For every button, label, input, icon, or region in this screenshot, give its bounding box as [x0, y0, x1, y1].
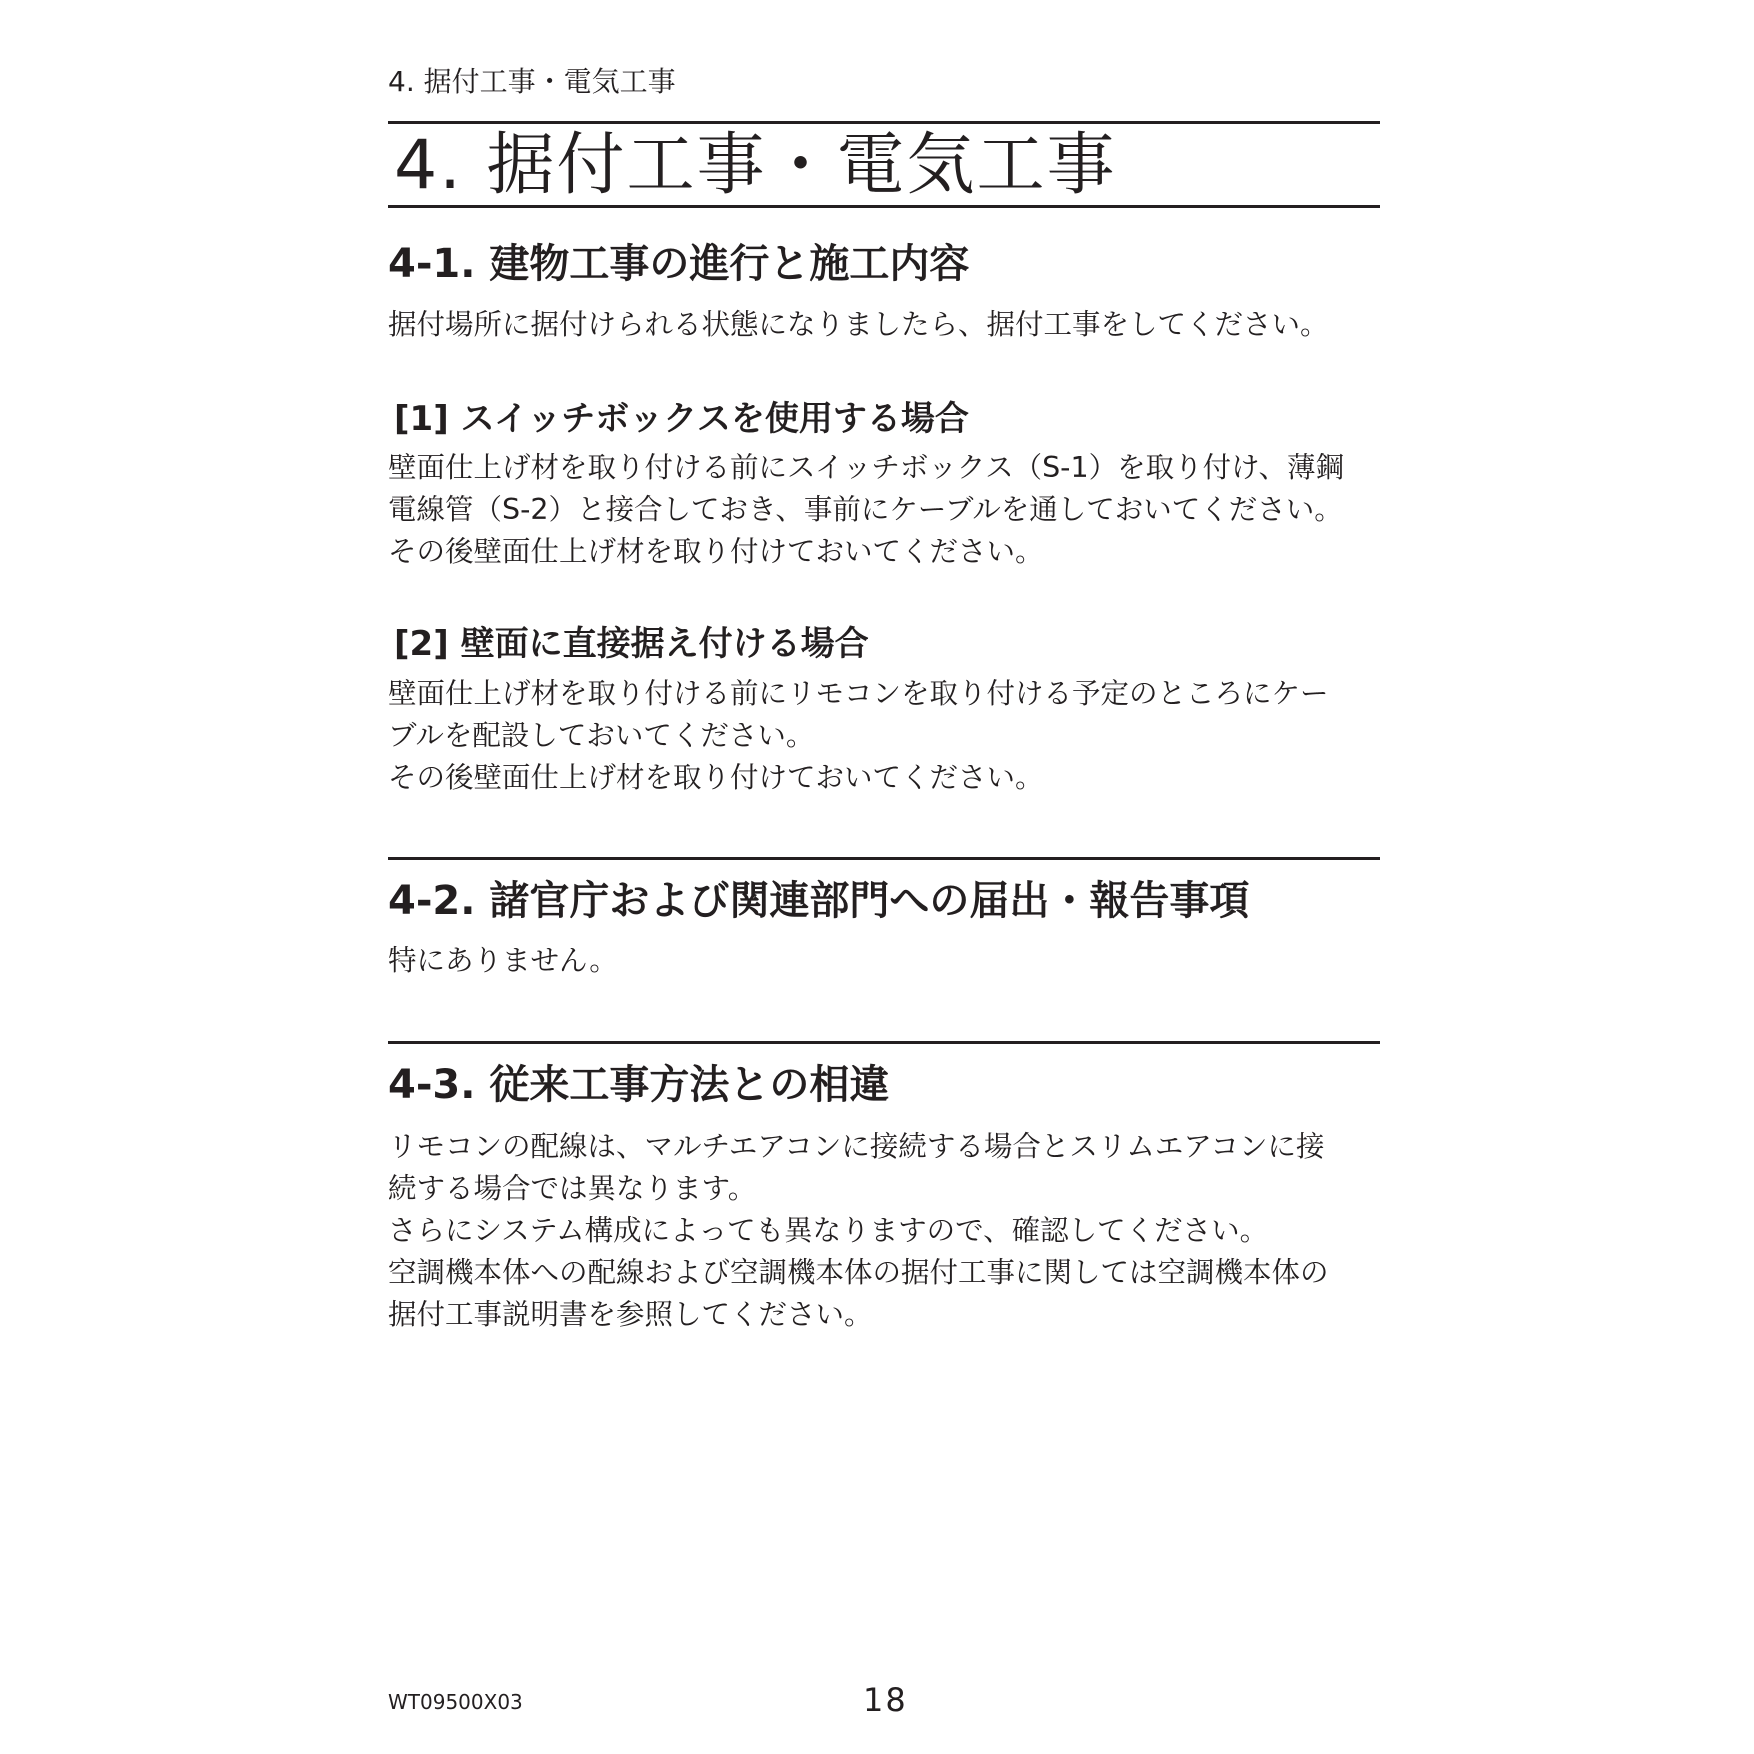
- chapter-bottom-rule: [388, 205, 1380, 208]
- document-code: WT09500X03: [388, 1690, 523, 1714]
- body-line: その後壁面仕上げ材を取り付けておいてください。: [388, 761, 1044, 794]
- subsection-2-body: [388, 673, 1380, 799]
- body-line: リモコンの配線は、マルチエアコンに接続する場合とスリムエアコンに接: [388, 1130, 1325, 1163]
- body-line: 特にありません。: [388, 944, 618, 977]
- body-line: 空調機本体への配線および空調機本体の据付工事に関しては空調機本体の: [388, 1256, 1329, 1289]
- subsection-title-1: [1] スイッチボックスを使用する場合: [394, 399, 969, 439]
- section-title-4-2: 4-2. 諸官庁および関連部門への届出・報告事項: [388, 878, 1250, 924]
- subsection-title-2: [2] 壁面に直接据え付ける場合: [394, 624, 869, 664]
- section-4-1-intro: [388, 304, 1380, 346]
- body-line: 据付工事説明書を参照してください。: [388, 1298, 873, 1331]
- page-number: 18: [863, 1681, 908, 1719]
- body-line: ブルを配設しておいてください。: [388, 719, 815, 752]
- body-line: 壁面仕上げ材を取り付ける前にスイッチボックス（S-1）を取り付け、薄鋼: [388, 451, 1344, 484]
- section-title-4-1: 4-1. 建物工事の進行と施工内容: [388, 241, 970, 287]
- body-line: その後壁面仕上げ材を取り付けておいてください。: [388, 535, 1044, 568]
- section-4-3-rule: [388, 1041, 1380, 1044]
- running-header: 4. 据付工事・電気工事: [388, 65, 676, 98]
- body-line: さらにシステム構成によっても異なりますので、確認してください。: [388, 1214, 1269, 1247]
- subsection-1-body: [388, 447, 1380, 573]
- section-title-4-3: 4-3. 従来工事方法との相違: [388, 1062, 890, 1108]
- chapter-title: 4. 据付工事・電気工事: [394, 126, 1117, 205]
- section-4-2-body: [388, 940, 1380, 982]
- section-4-3-body: [388, 1126, 1380, 1336]
- body-line: 続する場合では異なります。: [388, 1172, 757, 1205]
- manual-page: [388, 0, 1380, 1754]
- body-line: 据付場所に据付けられる状態になりましたら、据付工事をしてください。: [388, 308, 1329, 341]
- body-line: 壁面仕上げ材を取り付ける前にリモコンを取り付ける予定のところにケー: [388, 677, 1329, 710]
- body-line: 電線管（S-2）と接合しておき、事前にケーブルを通しておいてください。: [388, 493, 1343, 526]
- section-4-2-rule: [388, 857, 1380, 860]
